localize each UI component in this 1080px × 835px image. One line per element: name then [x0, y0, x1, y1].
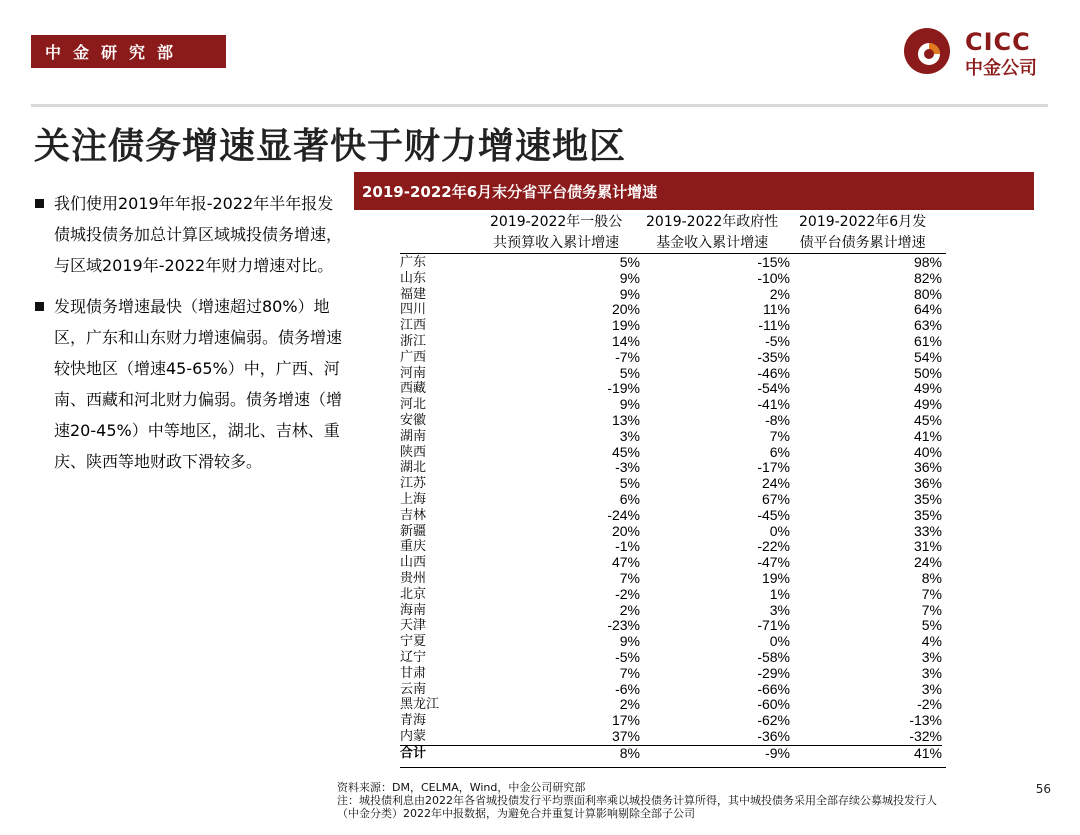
table-row [400, 524, 942, 540]
value-cell: 5% [619, 364, 640, 381]
value-cell: 9% [619, 285, 640, 302]
table-row [400, 413, 942, 429]
cicc-logo-icon [903, 27, 951, 75]
table-row [400, 729, 942, 745]
bullet-item [34, 291, 344, 477]
table-row [400, 429, 942, 445]
table-row [400, 334, 942, 350]
province-cell: 湖北 [400, 460, 427, 476]
table-row [400, 350, 942, 366]
value-cell: 1% [769, 585, 790, 602]
value-cell: -35% [757, 348, 790, 365]
value-cell: 54% [913, 348, 942, 365]
province-cell: 陕西 [400, 444, 427, 460]
province-cell: 广西 [400, 349, 427, 365]
value-cell: 64% [913, 301, 942, 318]
province-cell: 安徽 [400, 412, 427, 428]
value-cell: 61% [913, 332, 942, 349]
province-cell: 湖南 [400, 428, 427, 444]
table-title: 2019-2022年6月末分省平台债务累计增速 [354, 172, 1034, 210]
bullet-text: 发现债务增速最快（增速超过80%）地区，广东和山东财力增速偏弱。债务增速较快地区（增速45-65%）中，广西、河南、西藏和河北财力偏弱。债务增速（增速20-45%）中等地区，湖北、吉林、重庆、陕西等地财政下滑较多。 [54, 297, 343, 471]
province-cell: 吉林 [400, 507, 427, 523]
value-cell: 3% [619, 427, 640, 444]
table-row [400, 381, 942, 397]
table-row [400, 682, 942, 698]
value-cell: 7% [921, 601, 942, 618]
province-cell: 北京 [400, 586, 427, 602]
value-cell: -66% [757, 680, 790, 697]
value-cell: 8% [492, 745, 640, 761]
table-row [400, 255, 942, 271]
value-cell: 19% [611, 317, 640, 334]
column-header-general-budget [490, 212, 622, 254]
value-cell: 24% [913, 554, 942, 571]
value-cell: 2% [619, 696, 640, 713]
value-cell: 9% [619, 633, 640, 650]
value-cell: -3% [615, 459, 640, 476]
table-row [400, 713, 942, 729]
table-body [400, 255, 942, 762]
value-cell: -45% [757, 506, 790, 523]
column-header-fund-income [646, 212, 778, 254]
value-cell: 36% [913, 475, 942, 492]
value-cell: 49% [913, 380, 942, 397]
value-cell: 7% [921, 585, 942, 602]
value-cell: 36% [913, 459, 942, 476]
page-title: 关注债务增速显著快于财力增速地区 [34, 126, 627, 167]
value-cell: 31% [913, 538, 942, 555]
value-cell: -8% [765, 411, 790, 428]
table-bottom-rule [400, 767, 946, 768]
province-cell: 贵州 [400, 570, 427, 586]
table-row [400, 287, 942, 303]
province-debt-table [400, 255, 942, 762]
value-cell: 7% [769, 427, 790, 444]
province-cell: 黑龙江 [400, 697, 440, 713]
value-cell: -11% [758, 317, 790, 334]
column-header-line: 2019-2022年政府性 [646, 214, 779, 230]
value-cell: -17% [757, 459, 790, 476]
province-cell: 浙江 [400, 333, 427, 349]
value-cell: -7% [615, 348, 640, 365]
table-row [400, 571, 942, 587]
value-cell: 3% [921, 680, 942, 697]
value-cell: -10% [757, 269, 790, 286]
value-cell: 0% [769, 522, 790, 539]
value-cell: 14% [611, 332, 640, 349]
column-header-line: 债平台债务累计增速 [799, 235, 926, 251]
footnote-line-2: （中金分类）2022年中报数据，为避免合并重复计算影响剔除全部子公司 [337, 807, 695, 820]
bullet-square-icon [35, 302, 44, 311]
province-cell: 内蒙 [400, 728, 427, 744]
header-divider [31, 104, 1048, 107]
value-cell: 5% [921, 617, 942, 634]
value-cell: 41% [913, 427, 942, 444]
value-cell: 82% [913, 269, 942, 286]
column-header-line: 2019-2022年一般公 [490, 214, 623, 230]
value-cell: -71% [757, 617, 790, 634]
value-cell: -41% [757, 396, 790, 413]
column-header-line: 共预算收入累计增速 [493, 235, 620, 251]
province-cell: 新疆 [400, 523, 427, 539]
logo-text-en: CICC [965, 28, 1031, 56]
value-cell: 5% [619, 475, 640, 492]
table-row [400, 460, 942, 476]
value-cell: 37% [611, 727, 640, 744]
value-cell: -19% [607, 380, 640, 397]
province-cell: 甘肃 [400, 665, 427, 681]
cicc-logo [903, 26, 1053, 79]
value-cell: 35% [913, 506, 942, 523]
value-cell: -15% [757, 254, 790, 270]
column-header-line: 基金收入累计增速 [656, 235, 769, 251]
value-cell: -9% [640, 745, 790, 761]
value-cell: -62% [757, 712, 790, 729]
value-cell: 5% [619, 254, 640, 270]
value-cell: 17% [611, 712, 640, 729]
value-cell: 20% [611, 522, 640, 539]
value-cell: -29% [757, 664, 790, 681]
footnote-line-1: 注：城投债利息由2022年各省城投债发行平均票面利率乘以城投债务计算所得，其中城投债务采用全部存续公募城投发行人 [337, 794, 937, 807]
value-cell: 9% [619, 396, 640, 413]
table-row [400, 697, 942, 713]
province-cell: 河南 [400, 365, 427, 381]
table-total-row [400, 745, 942, 761]
province-cell: 辽宁 [400, 649, 427, 665]
table-row [400, 555, 942, 571]
table-row [400, 302, 942, 318]
value-cell: -36% [757, 727, 790, 744]
table-row [400, 539, 942, 555]
province-cell: 宁夏 [400, 634, 427, 650]
value-cell: 2% [619, 601, 640, 618]
logo-text-cn: 中金公司 [965, 58, 1037, 79]
table-row [400, 445, 942, 461]
value-cell: 19% [761, 569, 790, 586]
table-row [400, 634, 942, 650]
value-cell: 47% [611, 554, 640, 571]
value-cell: 11% [763, 301, 790, 318]
table-row [400, 650, 942, 666]
bullet-text: 我们使用2019年年报-2022年半年报发债城投债务加总计算区域城投债务增速，与区域2019年-2022年财力增速对比。 [54, 194, 343, 275]
value-cell: 67% [761, 490, 790, 507]
province-cell: 河北 [400, 397, 427, 413]
header-rule [400, 253, 946, 254]
value-cell: 7% [619, 569, 640, 586]
province-cell: 山西 [400, 555, 427, 571]
value-cell: -2% [917, 696, 942, 713]
value-cell: 4% [921, 633, 942, 650]
value-cell: 33% [913, 522, 942, 539]
value-cell: 9% [619, 269, 640, 286]
table-row [400, 271, 942, 287]
source-note: 资料来源：DM，CELMA，Wind，中金公司研究部 [337, 781, 586, 794]
value-cell: 7% [619, 664, 640, 681]
bullet-item [34, 188, 344, 281]
value-cell: 98% [913, 254, 942, 270]
province-cell: 广东 [400, 255, 427, 270]
province-cell: 上海 [400, 491, 427, 507]
value-cell: 45% [611, 443, 640, 460]
value-cell: -1% [615, 538, 640, 555]
province-cell: 青海 [400, 713, 427, 729]
bullet-list [34, 188, 344, 487]
value-cell: 41% [790, 745, 942, 761]
page-number: 56 [1035, 782, 1051, 796]
value-cell: 45% [913, 411, 942, 428]
province-cell: 江苏 [400, 476, 427, 492]
value-cell: 49% [913, 396, 942, 413]
value-cell: -5% [765, 332, 790, 349]
table-row [400, 666, 942, 682]
bullet-square-icon [35, 199, 44, 208]
value-cell: 6% [769, 443, 790, 460]
value-cell: -24% [607, 506, 640, 523]
value-cell: 20% [611, 301, 640, 318]
value-cell: 40% [913, 443, 942, 460]
value-cell: 6% [619, 490, 640, 507]
value-cell: -22% [757, 538, 790, 555]
value-cell: -13% [909, 712, 942, 729]
research-dept-badge: 中金研究部 [31, 35, 226, 68]
value-cell: -6% [615, 680, 640, 697]
value-cell: -32% [909, 727, 942, 744]
value-cell: -46% [757, 364, 790, 381]
province-cell: 天津 [400, 618, 427, 634]
value-cell: 3% [769, 601, 790, 618]
province-cell: 重庆 [400, 539, 427, 555]
value-cell: 63% [913, 317, 942, 334]
table-row [400, 587, 942, 603]
table-row [400, 318, 942, 334]
province-cell: 合计 [400, 745, 492, 761]
value-cell: -5% [615, 648, 640, 665]
value-cell: 80% [913, 285, 942, 302]
column-header-debt-growth [799, 212, 926, 254]
value-cell: 24% [761, 475, 790, 492]
value-cell: 3% [921, 664, 942, 681]
value-cell: 2% [769, 285, 790, 302]
value-cell: -2% [615, 585, 640, 602]
table-row [400, 618, 942, 634]
value-cell: -54% [757, 380, 790, 397]
table-row [400, 366, 942, 382]
province-cell: 四川 [400, 302, 427, 318]
value-cell: -58% [757, 648, 790, 665]
value-cell: -60% [757, 696, 790, 713]
value-cell: 13% [611, 411, 640, 428]
table-row [400, 508, 942, 524]
value-cell: 3% [921, 648, 942, 665]
province-cell: 江西 [400, 318, 427, 334]
value-cell: -47% [757, 554, 790, 571]
province-cell: 西藏 [400, 381, 427, 397]
value-cell: 35% [913, 490, 942, 507]
province-cell: 山东 [400, 270, 427, 286]
value-cell: 8% [921, 569, 942, 586]
value-cell: 50% [913, 364, 942, 381]
table-row [400, 603, 942, 619]
province-cell: 福建 [400, 286, 427, 302]
value-cell: -23% [607, 617, 640, 634]
footer-notes [337, 781, 937, 820]
column-header-line: 2019-2022年6月发 [799, 214, 927, 230]
table-row [400, 397, 942, 413]
province-cell: 海南 [400, 602, 427, 618]
table-row [400, 492, 942, 508]
value-cell: 0% [769, 633, 790, 650]
province-cell: 云南 [400, 681, 427, 697]
table-row [400, 476, 942, 492]
